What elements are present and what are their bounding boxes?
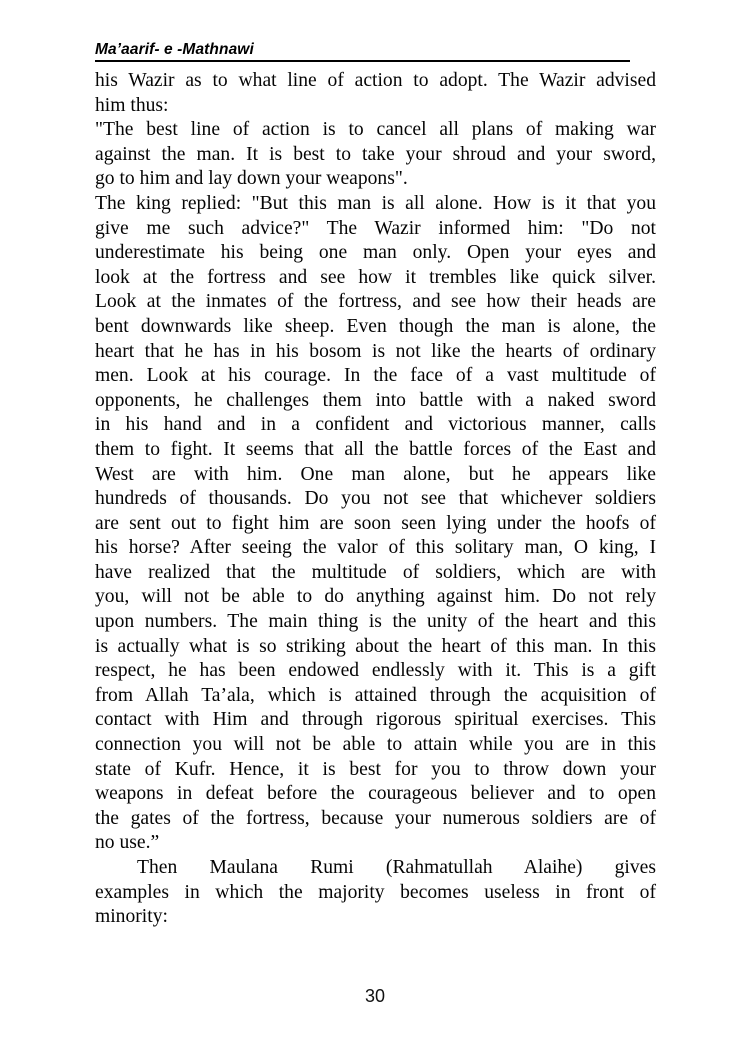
- text-line: no use.”: [95, 832, 160, 854]
- body-text-column: [95, 69, 656, 930]
- text-line: in his hand and in a confident and victorious manner, calls: [95, 414, 656, 436]
- paragraph: [95, 118, 656, 192]
- text-line: Then Maulana Rumi (Rahmatullah Alaihe) gives: [137, 857, 656, 878]
- text-line: "The best line of action is to cancel all plans of making war: [95, 119, 656, 141]
- text-line: go to him and lay down your weapons".: [95, 168, 408, 190]
- text-line: contact with Him and through rigorous spiritual exercises. This: [95, 709, 656, 731]
- text-line: respect, he has been endowed endlessly with it. This is a gift: [95, 660, 656, 682]
- text-line: are sent out to fight him are soon seen lying under the hoofs of: [95, 512, 656, 534]
- text-line: give me such advice?" The Wazir informed him: "Do not: [95, 217, 656, 239]
- text-line: his horse? After seeing the valor of this solitary man, O king, I: [95, 537, 656, 559]
- text-line: you, will not be able to do anything against him. Do not rely: [95, 586, 656, 608]
- text-line: examples in which the majority becomes useless in front of: [95, 881, 656, 903]
- text-line: upon numbers. The main thing is the unity of the heart and this: [95, 611, 656, 633]
- text-line: minority:: [95, 906, 168, 928]
- text-line: West are with him. One man alone, but he appears like: [95, 463, 656, 485]
- text-line: them to fight. It seems that all the battle forces of the East and: [95, 438, 656, 460]
- text-line: underestimate his being one man only. Open your eyes and: [95, 242, 656, 264]
- paragraph: [95, 856, 656, 930]
- text-line: men. Look at his courage. In the face of a vast multitude of: [95, 365, 656, 387]
- text-line: from Allah Ta’ala, which is attained through the acquisition of: [95, 684, 656, 706]
- text-line: The king replied: "But this man is all alone. How is it that you: [95, 192, 656, 214]
- text-line: him thus:: [95, 94, 169, 116]
- text-line: his Wazir as to what line of action to adopt. The Wazir advised: [95, 70, 656, 91]
- text-line: hundreds of thousands. Do you not see that whichever soldiers: [95, 488, 656, 510]
- paragraph: [95, 69, 656, 118]
- text-line: Look at the inmates of the fortress, and see how their heads are: [95, 291, 656, 313]
- running-header: [95, 41, 630, 58]
- text-line: against the man. It is best to take your shroud and your sword,: [95, 143, 656, 165]
- text-line: heart that he has in his bosom is not like the hearts of ordinary: [95, 340, 656, 362]
- paragraph: [95, 192, 656, 856]
- header-divider: [95, 60, 630, 62]
- book-title: Ma’aarif- e -Mathnawi: [95, 41, 254, 58]
- text-line: is actually what is so striking about the heart of this man. In this: [95, 635, 656, 657]
- text-line: connection you will not be able to attain while you are in this: [95, 734, 656, 756]
- text-line: look at the fortress and see how it trembles like quick silver.: [95, 266, 656, 288]
- text-line: opponents, he challenges them into battle with a naked sword: [95, 389, 656, 411]
- text-line: the gates of the fortress, because your numerous soldiers are of: [95, 807, 656, 829]
- text-line: have realized that the multitude of soldiers, which are with: [95, 561, 656, 583]
- text-line: state of Kufr. Hence, it is best for you to throw down your: [95, 758, 656, 780]
- page-number: 30: [364, 986, 386, 1006]
- text-line: bent downwards like sheep. Even though the man is alone, the: [95, 315, 656, 337]
- text-line: weapons in defeat before the courageous believer and to open: [95, 783, 656, 805]
